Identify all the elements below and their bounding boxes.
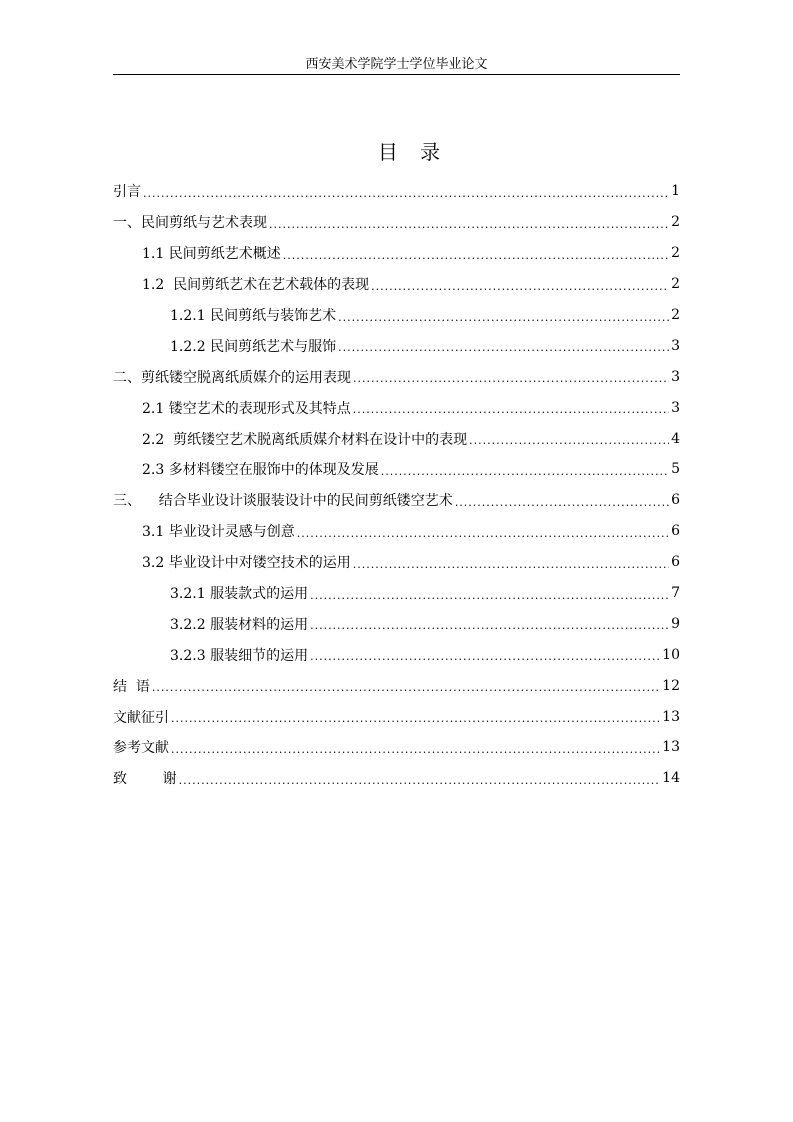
toc-entry-2-3[interactable] (113, 454, 680, 485)
toc-leader-dots (310, 650, 660, 663)
toc-entry-label: 文献征引 (113, 709, 169, 726)
toc-entry-page: 14 (662, 770, 680, 787)
toc-leader-dots (455, 496, 669, 509)
toc-leader-dots (171, 743, 660, 756)
toc-entry-label: 1.2.1 民间剪纸与装饰艺术 (170, 308, 337, 324)
toc-entry-page: 3 (671, 399, 680, 416)
toc-entry-page: 2 (671, 214, 680, 231)
toc-entry-label: 1.2 民间剪纸艺术在艺术载体的表现 (142, 277, 370, 294)
toc-entry-page: 1 (671, 183, 680, 200)
toc-entry-label: 3.2.2 服装材料的运用 (170, 616, 309, 633)
toc-leader-dots (381, 465, 669, 478)
toc-entry-3-1[interactable] (113, 516, 680, 547)
toc-entry-page: 4 (671, 430, 680, 447)
toc-entry-citations[interactable] (113, 701, 680, 732)
toc-entry-page: 12 (662, 677, 680, 694)
toc-leader-dots (283, 249, 669, 262)
toc-leader-dots (171, 712, 660, 725)
toc-leader-dots (310, 589, 669, 602)
toc-entry-2-2[interactable] (113, 423, 680, 454)
toc-entry-page: 10 (662, 646, 680, 663)
toc-entry-page: 6 (671, 554, 680, 571)
toc-entry-1-2-1[interactable] (113, 300, 680, 331)
toc-entry-chapter-2[interactable] (113, 361, 680, 392)
toc-entry-3-2-3[interactable] (113, 639, 680, 670)
toc-entry-label: 2.2 剪纸镂空艺术脱离纸质媒介材料在设计中的表现 (142, 431, 468, 448)
toc-entry-label: 结 语 (113, 678, 150, 695)
toc-entry-page: 2 (671, 276, 680, 293)
toc-entry-page: 13 (662, 739, 680, 756)
toc-entry-label: 2.3 多材料镂空在服饰中的体现及发展 (142, 462, 379, 479)
toc-entry-3-2-2[interactable] (113, 608, 680, 639)
toc-entry-conclusion[interactable] (113, 670, 680, 701)
toc-entry-page: 3 (671, 368, 680, 385)
toc-entry-label: 三、 结合毕业设计谈服装设计中的民间剪纸镂空艺术 (113, 493, 453, 510)
toc-entry-label: 3.2.1 服装款式的运用 (170, 586, 309, 603)
toc-entry-page: 3 (671, 337, 680, 354)
toc-entry-chapter-3[interactable] (113, 485, 680, 516)
toc-leader-dots (297, 527, 669, 540)
toc-entry-label: 3.1 毕业设计灵感与创意 (142, 524, 295, 541)
toc-leader-dots (338, 341, 669, 354)
toc-leader-dots (269, 218, 669, 231)
toc-entry-3-2[interactable] (113, 547, 680, 578)
toc-entry-references[interactable] (113, 732, 680, 763)
toc-entry-label: 二、剪纸镂空脱离纸质媒介的运用表现 (113, 369, 351, 386)
toc-entry-page: 5 (671, 461, 680, 478)
toc-entry-page: 13 (662, 708, 680, 725)
toc-leader-dots (143, 187, 669, 200)
toc-entry-label: 引言 (113, 184, 141, 201)
page-header: 西安美术学院学士学位毕业论文 (113, 56, 680, 75)
table-of-contents (113, 176, 680, 794)
toc-entry-page: 9 (671, 615, 680, 632)
toc-title: 目 录 (377, 140, 449, 164)
toc-entry-label: 3.2 毕业设计中对镂空技术的运用 (142, 555, 351, 572)
toc-leader-dots (338, 311, 669, 324)
toc-entry-label: 3.2.3 服装细节的运用 (170, 647, 309, 664)
toc-leader-dots (152, 681, 660, 694)
toc-leader-dots (310, 619, 669, 632)
toc-entry-label: 2.1 镂空艺术的表现形式及其特点 (142, 400, 351, 417)
toc-entry-label: 1.2.2 民间剪纸艺术与服饰 (170, 338, 337, 355)
toc-entry-page: 2 (671, 307, 680, 323)
toc-entry-label: 1.1 民间剪纸艺术概述 (142, 246, 281, 263)
toc-entry-page: 6 (671, 492, 680, 509)
toc-entry-2-1[interactable] (113, 392, 680, 423)
toc-leader-dots (179, 774, 661, 787)
toc-entry-1-2-2[interactable] (113, 330, 680, 361)
toc-entry-page: 2 (671, 245, 680, 262)
toc-entry-label: 参考文献 (113, 740, 169, 757)
toc-entry-chapter-1[interactable] (113, 207, 680, 238)
toc-entry-page: 7 (671, 585, 680, 602)
toc-entry-1-1[interactable] (113, 238, 680, 269)
toc-leader-dots (353, 372, 669, 385)
toc-entry-1-2[interactable] (113, 269, 680, 300)
toc-entry-label: 一、民间剪纸与艺术表现 (113, 215, 267, 232)
toc-leader-dots (371, 280, 669, 293)
toc-leader-dots (353, 403, 669, 416)
toc-entry-intro[interactable] (113, 176, 680, 207)
toc-entry-acknowledgements[interactable] (113, 763, 680, 794)
toc-entry-3-2-1[interactable] (113, 578, 680, 609)
toc-leader-dots (469, 434, 669, 447)
toc-leader-dots (353, 558, 669, 571)
toc-entry-label: 致 谢 (113, 771, 177, 788)
toc-entry-page: 6 (671, 523, 680, 540)
